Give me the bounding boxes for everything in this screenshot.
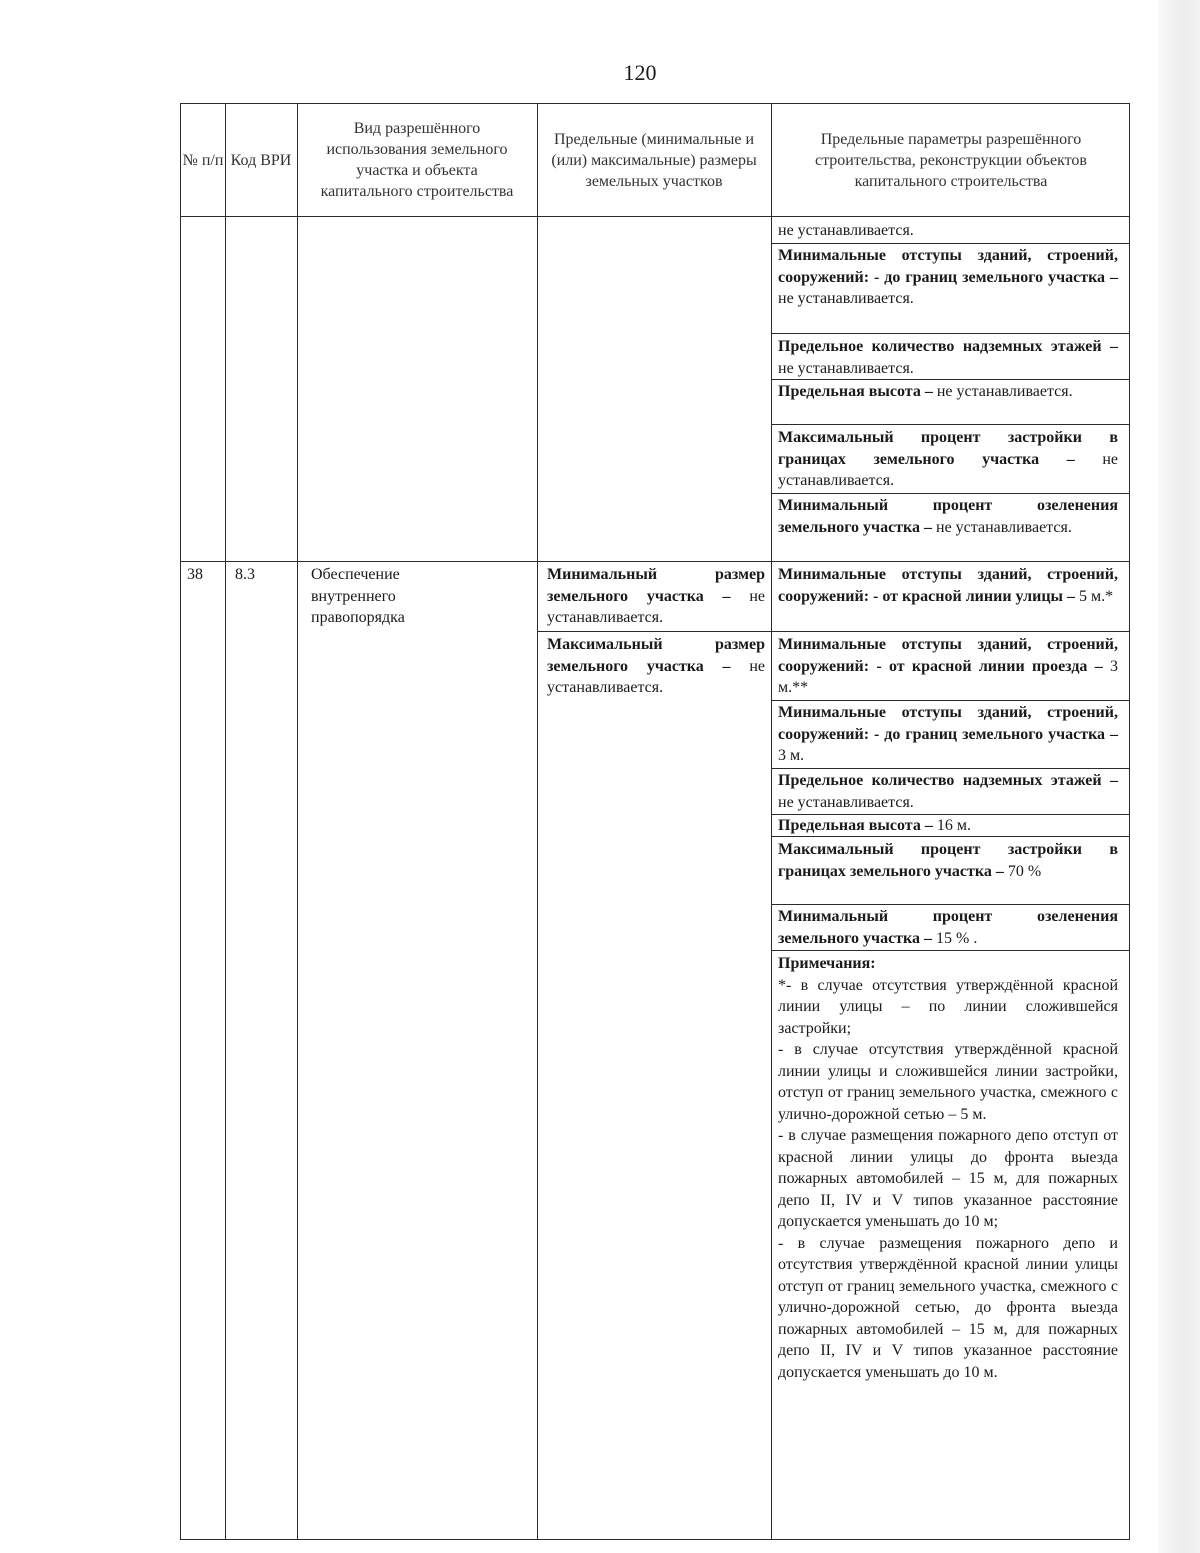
header-params: Предельные параметры разрешённого строительства, реконструкции объектов капитального строительства [815,130,1087,190]
page-edge-shadow [1158,0,1200,1553]
page-number: 120 [623,60,657,85]
row-number: 38 [187,566,203,583]
row-divider [771,243,1129,244]
row-divider [771,904,1129,905]
param-cell: Минимальный процент озеленения земельного участка – 15 % . [778,908,1118,947]
note-item: - в случае размещения пожарного депо отступ от красной линии улицы до фронта выезда пожарных автомобилей – 15 м, для пожарных депо II, IV и V типов указанное расстояние допускается уменьшать до 10 м; [778,1127,1118,1230]
notes-cell [778,953,1118,1383]
note-item: - в случае отсутствия утверждённой красной линии улицы и сложившейся линии застройки, отступ от границ земельного участка, смежного с улично-дорожной сетью – 5 м. [778,1041,1118,1123]
column-divider [537,104,538,1539]
regulations-table [180,103,1130,1540]
param-cell: Предельная высота – 16 м. [778,817,971,834]
row-divider [771,493,1129,494]
row-code: 8.3 [235,566,255,583]
header-kind: Вид разрешённого использования земельного участка и объекта капитального строительства [320,120,514,200]
row-kind: Обеспечение внутреннего правопорядка [311,566,405,626]
header-sizes: Предельные (минимальные и (или) максимальные) размеры земельных участков [551,130,757,190]
param-cell: Максимальный процент застройки в границах земельного участка – не устанавливается. [778,429,1118,489]
row-divider [771,333,1129,334]
row-divider [537,631,1129,632]
param-cell: Предельное количество надземных этажей – не устанавливается. [778,338,1118,377]
note-item: - в случае размещения пожарного депо и отсутствия утверждённой красной линии улицы отступ от границ земельного участка, смежного с улично-дорожной сетью, до фронта выезда пожарных автомобилей – 15 м, для пожарных депо II, IV и V типов указанное расстояние допускается уменьшать до 10 м. [778,1234,1118,1381]
column-divider [297,104,298,1539]
row-38-divider [181,561,1129,562]
param-cell: Минимальные отступы зданий, строений, сооружений: - до границ земельного участка – не устанавливается. [778,247,1118,307]
param-cell: Минимальные отступы зданий, строений, сооружений: - от красной линии улицы – 5 м.* [778,566,1118,605]
row-divider [771,379,1129,380]
param-cell: Минимальные отступы зданий, строений, сооружений: - до границ земельного участка – 3 м. [778,704,1118,764]
column-divider [225,104,226,1539]
row-divider [771,424,1129,425]
param-cell: Предельное количество надземных этажей – не устанавливается. [778,772,1118,811]
param-cell: Минимальный процент озеленения земельного участка – не устанавливается. [778,497,1118,536]
param-cell: Предельная высота – не устанавливается. [778,383,1073,400]
param-cell: не устанавливается. [778,222,914,239]
header-num: № п/п [182,151,224,169]
header-code: Код ВРИ [230,151,292,169]
column-divider [771,104,772,1539]
size-cell: Минимальный размер земельного участка – не устанавливается. [547,566,766,626]
row-divider [771,700,1129,701]
row-divider [771,950,1129,951]
size-cell: Максимальный размер земельного участка – не устанавливается. [547,636,766,696]
param-cell: Минимальные отступы зданий, строений, сооружений: - от красной линии проезда – 3 м.** [778,636,1119,696]
header-divider [181,216,1129,217]
param-cell: Максимальный процент застройки в границах земельного участка – 70 % [778,841,1118,880]
note-item: *- в случае отсутствия утверждённой красной линии улицы – по линии сложившейся застройки; [778,976,1118,1037]
row-divider [771,768,1129,769]
notes-title: Примечания: [778,955,876,972]
